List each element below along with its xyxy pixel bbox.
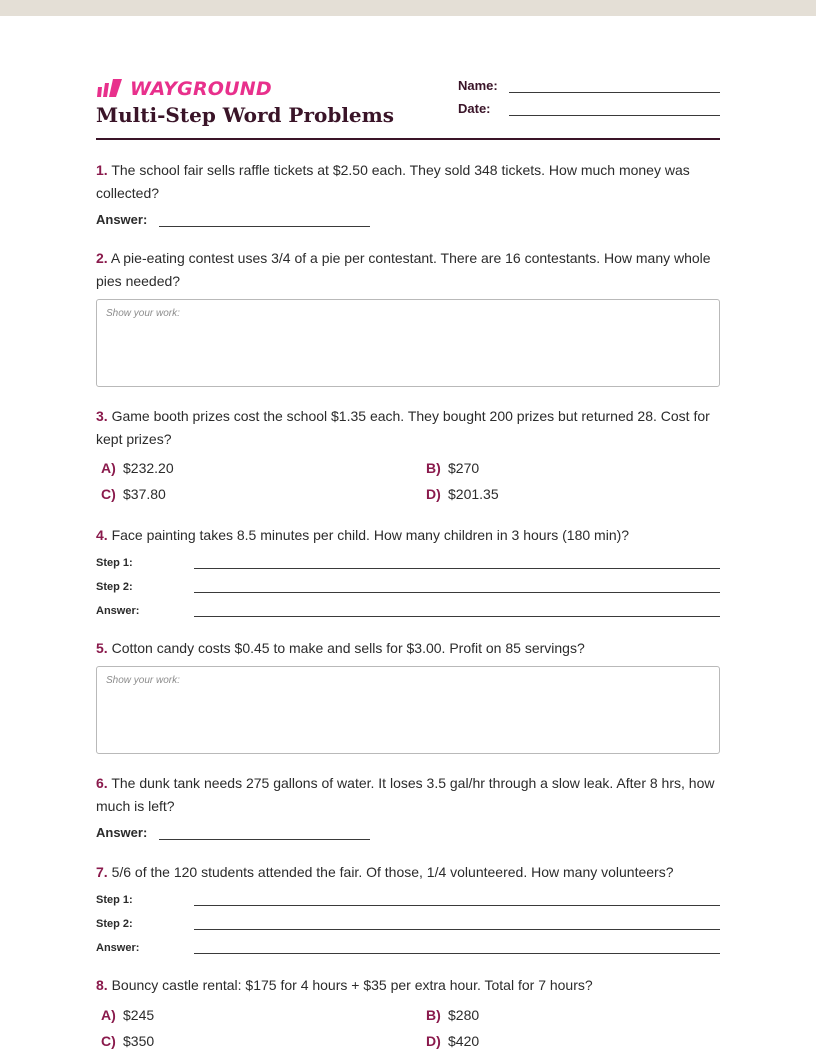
- question-number: 4.: [96, 527, 108, 543]
- choice-c[interactable]: [101, 486, 166, 502]
- answer-label: Answer:: [96, 212, 148, 227]
- step-answer-row[interactable]: [96, 605, 720, 617]
- choice-c[interactable]: [101, 1033, 154, 1049]
- question-text: 5/6 of the 120 students attended the fair. Of those, 1/4 volunteered. How many volunteers?: [111, 864, 674, 880]
- step-line[interactable]: [194, 943, 720, 954]
- choice-text: $420: [448, 1033, 480, 1049]
- brand-name: WAYGROUND: [130, 78, 272, 100]
- choice-text: $245: [123, 1007, 155, 1023]
- question-text: Face painting takes 8.5 minutes per child. How many children in 3 hours (180 min)?: [111, 527, 630, 543]
- answer-row-6[interactable]: [96, 825, 370, 840]
- choice-letter: B): [426, 1007, 441, 1023]
- work-hint: Show your work:: [106, 308, 180, 319]
- question-2: [96, 247, 720, 292]
- choice-letter: A): [101, 1007, 116, 1023]
- question-number: 3.: [96, 408, 108, 424]
- question-number: 7.: [96, 864, 108, 880]
- question-number: 2.: [96, 250, 108, 266]
- work-box-5[interactable]: [96, 666, 720, 754]
- question-text: The dunk tank needs 275 gallons of water. It loses 3.5 gal/hr through a slow leak. After 8 hrs, how much is left?: [96, 775, 715, 814]
- step-label: Step 1:: [96, 557, 133, 569]
- question-number: 8.: [96, 977, 108, 993]
- step-line[interactable]: [194, 919, 720, 930]
- question-text: The school fair sells raffle tickets at $2.50 each. They sold 348 tickets. How much money was collected?: [96, 162, 690, 201]
- question-8: [96, 974, 720, 997]
- choice-a[interactable]: [101, 460, 174, 476]
- question-7: [96, 861, 720, 884]
- step-line[interactable]: [194, 558, 720, 569]
- top-bar: [0, 0, 816, 16]
- step-1-row[interactable]: [96, 557, 720, 569]
- step-label: Step 2:: [96, 918, 133, 930]
- question-5: [96, 637, 720, 660]
- choice-text: $270: [448, 460, 480, 476]
- step-label: Answer:: [96, 942, 140, 954]
- choice-a[interactable]: [101, 1007, 154, 1023]
- question-number: 6.: [96, 775, 108, 791]
- step-label: Step 2:: [96, 581, 133, 593]
- question-text: Game booth prizes cost the school $1.35 each. They bought 200 prizes but returned 28. Cost for kept prizes?: [96, 408, 710, 447]
- choice-text: $37.80: [123, 486, 166, 502]
- question-text: Bouncy castle rental: $175 for 4 hours + $35 per extra hour. Total for 7 hours?: [111, 977, 593, 993]
- question-3: [96, 405, 720, 450]
- answer-line[interactable]: [159, 825, 370, 840]
- question-4: [96, 524, 720, 547]
- step-line[interactable]: [194, 582, 720, 593]
- question-text: A pie-eating contest uses 3/4 of a pie per contestant. There are 16 contestants. How many whole pies needed?: [96, 250, 711, 289]
- answer-line[interactable]: [159, 212, 370, 227]
- step-answer-row[interactable]: [96, 942, 720, 954]
- wayground-logo-icon: [96, 79, 126, 99]
- brand-logo: [96, 78, 272, 100]
- step-2-row[interactable]: [96, 581, 720, 593]
- choice-letter: C): [101, 486, 116, 502]
- step-line[interactable]: [194, 895, 720, 906]
- date-line[interactable]: [509, 103, 720, 116]
- answer-label: Answer:: [96, 825, 148, 840]
- step-label: Answer:: [96, 605, 140, 617]
- name-label: Name:: [458, 78, 498, 93]
- choice-b[interactable]: [426, 1007, 479, 1023]
- question-number: 1.: [96, 162, 108, 178]
- choice-text: $280: [448, 1007, 480, 1023]
- question-6: [96, 772, 720, 817]
- date-label: Date:: [458, 101, 491, 116]
- work-hint: Show your work:: [106, 675, 180, 686]
- step-2-row[interactable]: [96, 918, 720, 930]
- choice-letter: D): [426, 486, 441, 502]
- question-text: Cotton candy costs $0.45 to make and sells for $3.00. Profit on 85 servings?: [111, 640, 585, 656]
- page-title: Multi-Step Word Problems: [96, 103, 395, 127]
- step-line[interactable]: [194, 606, 720, 617]
- choice-text: $232.20: [123, 460, 174, 476]
- step-label: Step 1:: [96, 894, 133, 906]
- choice-letter: B): [426, 460, 441, 476]
- choice-d[interactable]: [426, 1033, 479, 1049]
- question-number: 5.: [96, 640, 108, 656]
- work-box-2[interactable]: [96, 299, 720, 387]
- choice-text: $201.35: [448, 486, 499, 502]
- step-1-row[interactable]: [96, 894, 720, 906]
- question-1: [96, 159, 720, 204]
- choice-letter: C): [101, 1033, 116, 1049]
- choice-letter: D): [426, 1033, 441, 1049]
- header-divider: [96, 138, 720, 140]
- choice-d[interactable]: [426, 486, 499, 502]
- choice-letter: A): [101, 460, 116, 476]
- name-field[interactable]: [458, 78, 720, 93]
- choice-text: $350: [123, 1033, 155, 1049]
- name-line[interactable]: [509, 80, 720, 93]
- answer-row-1[interactable]: [96, 212, 370, 227]
- choice-b[interactable]: [426, 460, 479, 476]
- date-field[interactable]: [458, 101, 720, 116]
